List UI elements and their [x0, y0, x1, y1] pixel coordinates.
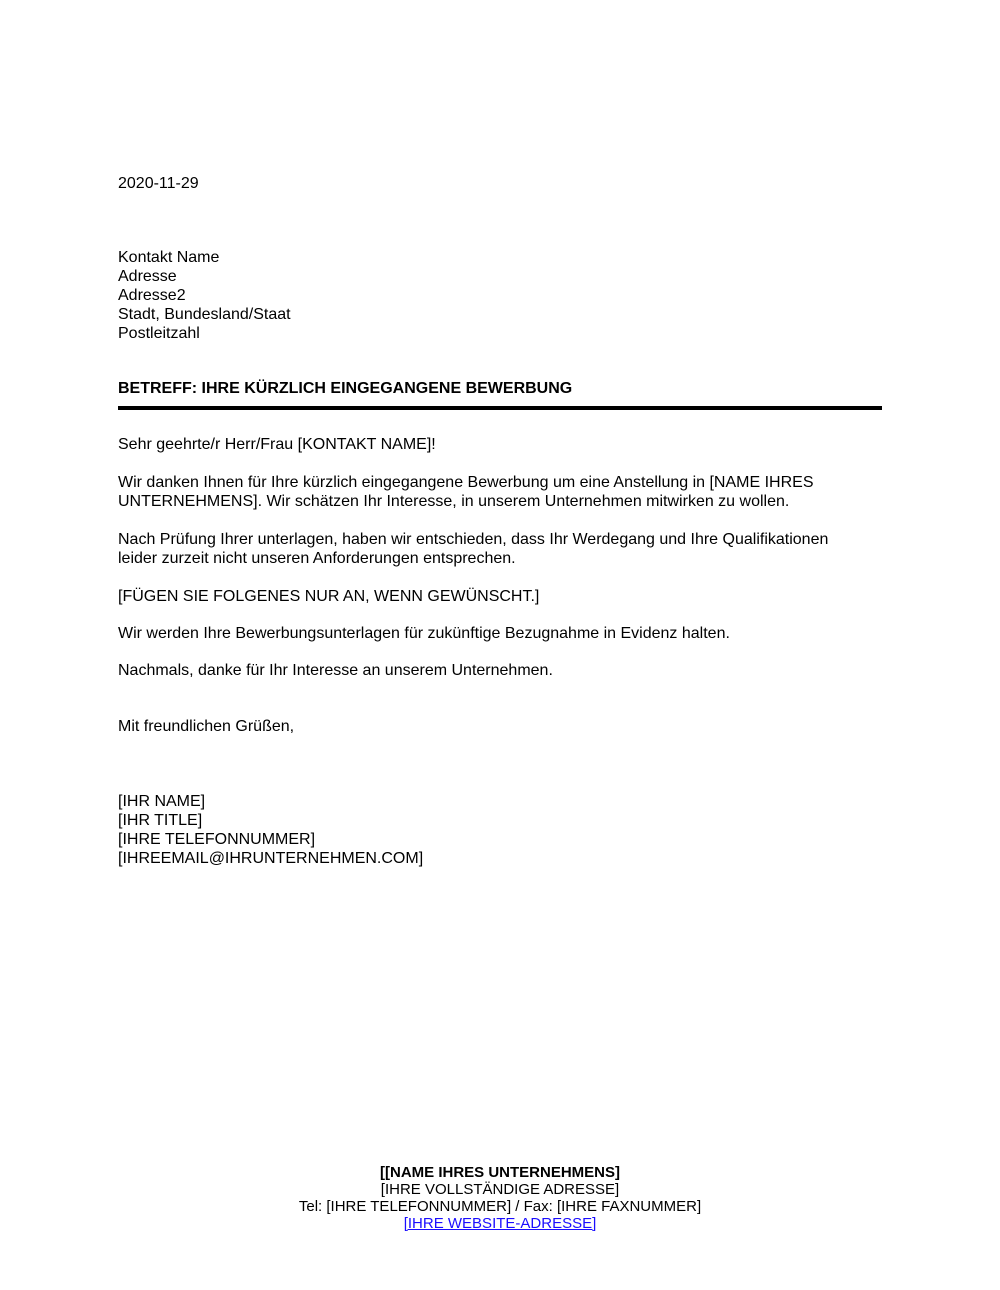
footer-address: [IHRE VOLLSTÄNDIGE ADRESSE]	[380, 1181, 620, 1198]
paragraph-line: Nachmals, danke für Ihr Interesse an unserem Unternehmen.	[118, 662, 553, 679]
recipient-postal-code: Postleitzahl	[118, 325, 200, 342]
paragraph-line: UNTERNEHMENS]. Wir schätzen Ihr Interesse, in unserem Unternehmen mitwirken zu wollen.	[118, 493, 790, 510]
subject-text: BETREFF: IHRE KÜRZLICH EINGEGANGENE BEWERBUNG	[118, 380, 573, 397]
recipient-name: Kontakt Name	[118, 249, 220, 266]
closing-text: Mit freundlichen Grüßen,	[118, 718, 295, 735]
signature-phone: [IHRE TELEFONNUMMER]	[118, 831, 316, 848]
body-paragraph-2	[118, 530, 828, 568]
recipient-address-line-2: Adresse2	[118, 287, 186, 304]
paragraph-line: [FÜGEN SIE FOLGENES NUR AN, WENN GEWÜNSCHT.]	[118, 588, 540, 605]
recipient-city-state: Stadt, Bundesland/Staat	[118, 306, 291, 323]
footer-company-name: [[NAME IHRES UNTERNEHMENS]	[380, 1164, 620, 1181]
subject-divider	[118, 406, 882, 410]
footer-contact: Tel: [IHRE TELEFONNUMMER] / Fax: [IHRE FAXNUMMER]	[298, 1198, 702, 1215]
signature-email: [IHREEMAIL@IHRUNTERNEHMEN.COM]	[118, 850, 424, 867]
signature-name: [IHR NAME]	[118, 793, 206, 810]
recipient-address-line-1: Adresse	[118, 268, 177, 285]
paragraph-line: Wir werden Ihre Bewerbungsunterlagen für zukünftige Bezugnahme in Evidenz halten.	[118, 625, 730, 642]
body-paragraph-1	[118, 473, 814, 511]
signature-block	[118, 792, 423, 868]
letter-date	[118, 174, 199, 193]
subject-line	[118, 379, 572, 398]
body-paragraph-3	[118, 587, 539, 606]
letter-footer	[0, 1164, 1000, 1232]
closing	[118, 717, 294, 736]
body-paragraph-4	[118, 624, 730, 643]
footer-website-link[interactable]: [IHRE WEBSITE-ADRESSE]	[403, 1215, 597, 1232]
signature-title: [IHR TITLE]	[118, 812, 203, 829]
date-text: 2020-11-29	[118, 175, 199, 192]
body-paragraph-5	[118, 661, 553, 680]
paragraph-line: leider zurzeit nicht unseren Anforderungen entsprechen.	[118, 550, 516, 567]
paragraph-line: Nach Prüfung Ihrer unterlagen, haben wir entschieden, dass Ihr Werdegang und Ihre Qualifikationen	[118, 531, 829, 548]
recipient-address	[118, 248, 291, 343]
paragraph-line: Wir danken Ihnen für Ihre kürzlich eingegangene Bewerbung um eine Anstellung in [NAME IHRES	[118, 474, 814, 491]
salutation-text: Sehr geehrte/r Herr/Frau [KONTAKT NAME]!	[118, 436, 436, 453]
salutation	[118, 435, 436, 454]
